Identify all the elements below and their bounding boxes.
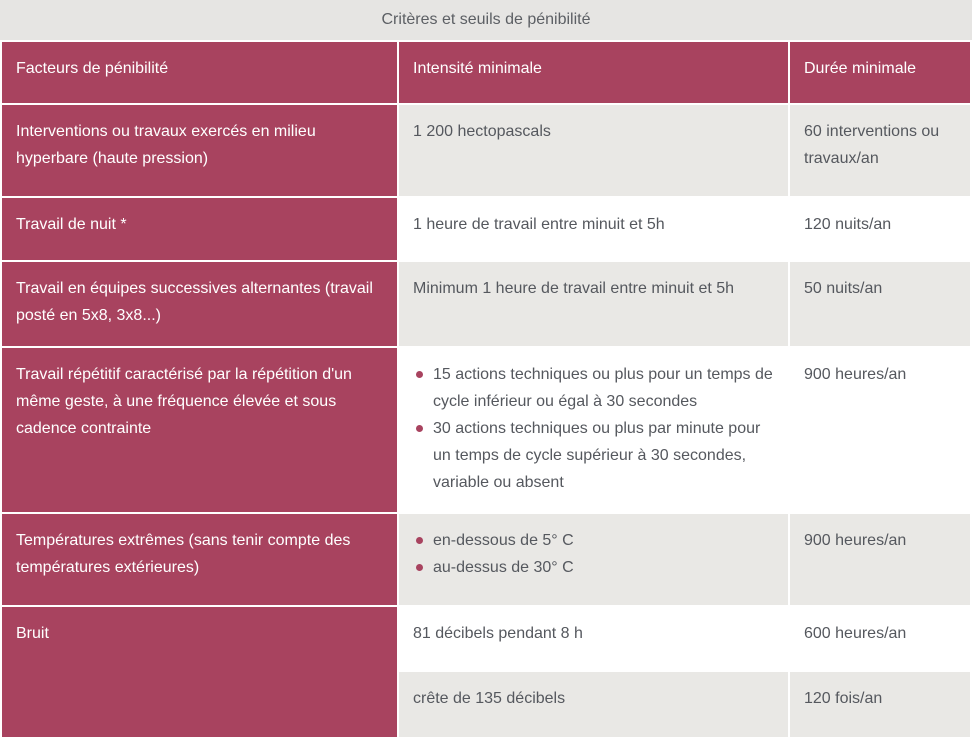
table-title-bar [0,0,972,40]
duration-cell: 60 interventions ou travaux/an [790,105,970,196]
header-row [2,42,970,103]
bullet-item: 30 actions techniques ou plus par minute pour un temps de cycle supérieur à 30 secondes, variable ou absent [413,415,774,496]
duration-cell: 50 nuits/an [790,262,970,346]
factor-cell: Températures extrêmes (sans tenir compte des températures extérieures) [2,514,397,605]
factor-cell: Bruit [2,607,397,737]
factor-cell: Travail en équipes successives alternantes (travail posté en 5x8, 3x8...) [2,262,397,346]
intensity-cell: 81 décibels pendant 8 h [399,607,788,670]
intensity-cell: Minimum 1 heure de travail entre minuit et 5h [399,262,788,346]
duration-cell: 600 heures/an [790,607,970,670]
table-row [2,607,970,670]
factor-cell: Interventions ou travaux exercés en milieu hyperbare (haute pression) [2,105,397,196]
intensity-bullet-list [413,361,774,496]
bullet-item: 15 actions techniques ou plus pour un temps de cycle inférieur ou égal à 30 secondes [413,361,774,415]
table-row [2,198,970,260]
factor-cell: Travail de nuit * [2,198,397,260]
duration-cell: 120 fois/an [790,672,970,737]
table-row [2,348,970,512]
table-row [2,262,970,346]
bullet-item: en-dessous de 5° C [413,527,774,554]
intensity-cell [399,514,788,605]
table-row [2,514,970,605]
intensity-bullet-list [413,527,774,581]
penibilite-table [0,40,972,739]
duration-cell: 120 nuits/an [790,198,970,260]
column-header-factors: Facteurs de pénibilité [2,42,397,103]
duration-cell: 900 heures/an [790,514,970,605]
intensity-cell: 1 heure de travail entre minuit et 5h [399,198,788,260]
intensity-cell: crête de 135 décibels [399,672,788,737]
factor-cell: Travail répétitif caractérisé par la répétition d'un même geste, à une fréquence élevée et sous cadence contrainte [2,348,397,512]
intensity-cell [399,348,788,512]
table-row [2,105,970,196]
column-header-duration: Durée minimale [790,42,970,103]
duration-cell: 900 heures/an [790,348,970,512]
table-title: Critères et seuils de pénibilité [381,11,591,28]
bullet-item: au-dessus de 30° C [413,554,774,581]
intensity-cell: 1 200 hectopascals [399,105,788,196]
column-header-intensity: Intensité minimale [399,42,788,103]
